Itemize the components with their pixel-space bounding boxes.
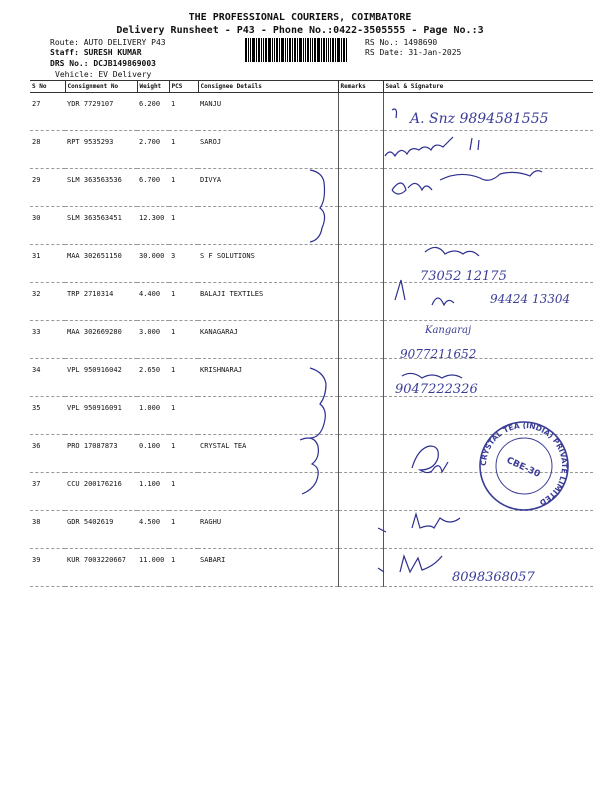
row-weight: 30.000 <box>137 245 169 283</box>
signature-row34 <box>402 373 462 378</box>
col-signature: Seal & Signature <box>383 81 593 93</box>
row-sno: 32 <box>30 283 65 321</box>
col-pcs: PCS <box>169 81 198 93</box>
handwriting-row31: 73052 12175 <box>420 269 507 284</box>
row-weight: 11.000 <box>137 549 169 587</box>
handwriting-row32: 94424 13304 <box>490 292 571 306</box>
row-consignee: RAGHU <box>198 511 338 549</box>
col-weight: Weight <box>137 81 169 93</box>
row-sno: 35 <box>30 397 65 435</box>
row-sno: 27 <box>30 93 65 131</box>
row-sno: 36 <box>30 435 65 473</box>
row-pcs: 1 <box>169 473 198 511</box>
row-sno: 34 <box>30 359 65 397</box>
row-weight: 1.100 <box>137 473 169 511</box>
drs-label: DRS No.: DCJB149869003 <box>50 59 156 68</box>
row-pcs: 3 <box>169 245 198 283</box>
company-stamp <box>479 421 569 510</box>
row-pcs: 1 <box>169 93 198 131</box>
row-consignment: TRP 2710314 <box>65 283 137 321</box>
row-weight: 3.000 <box>137 321 169 359</box>
row-consignment: PRO 17087873 <box>65 435 137 473</box>
handwriting-row33: 9077211652 <box>400 347 477 361</box>
brace-row29-30 <box>310 170 325 242</box>
row-pcs: 1 <box>169 207 198 245</box>
signature-row36 <box>412 446 448 473</box>
row-pcs: 1 <box>169 435 198 473</box>
row-consignment: KUR 7003220667 <box>65 549 137 587</box>
row-consignment: YDR 7729107 <box>65 93 137 131</box>
signature-row39 <box>378 556 442 572</box>
signature-row28 <box>385 137 479 156</box>
stamp-inner-text: CBE-30 <box>504 455 542 480</box>
row-consignee: KANAGARAJ <box>198 321 338 359</box>
stamp-outer-text: CRYSTAL TEA (INDIA) PRIVATE LIMITED <box>478 420 570 508</box>
row-consignment: RPT 9535293 <box>65 131 137 169</box>
vehicle-label: Vehicle: EV Delivery <box>55 70 152 79</box>
signature-row38 <box>378 514 460 532</box>
row-consignment: CCU 200176216 <box>65 473 137 511</box>
row-weight: 12.300 <box>137 207 169 245</box>
row-sno: 29 <box>30 169 65 207</box>
handwriting-row33-name: Kangaraj <box>425 325 472 336</box>
row-weight: 1.000 <box>137 397 169 435</box>
handwriting-row27: A. Snz 9894581555 <box>410 111 549 127</box>
col-remarks: Remarks <box>338 81 383 93</box>
company-title: THE PROFESSIONAL COURIERS, COIMBATORE <box>188 12 412 23</box>
brace-row36-37 <box>300 438 318 494</box>
row-consignee: KRISHNARAJ <box>198 359 338 397</box>
row-weight: 4.400 <box>137 283 169 321</box>
col-sno: S No <box>30 81 65 93</box>
row-pcs: 1 <box>169 169 198 207</box>
handwriting-row34: 9047222326 <box>395 382 478 397</box>
row-consignee: SABARI <box>198 549 338 587</box>
row-weight: 6.700 <box>137 169 169 207</box>
row-pcs: 1 <box>169 283 198 321</box>
row-sno: 31 <box>30 245 65 283</box>
row-consignment: SLM 363563451 <box>65 207 137 245</box>
row-sno: 39 <box>30 549 65 587</box>
row-consignment: MAA 302669280 <box>65 321 137 359</box>
col-consignment: Consignment No <box>65 81 137 93</box>
row-consignee: MANJU <box>198 93 338 131</box>
row-pcs: 1 <box>169 549 198 587</box>
row-weight: 2.700 <box>137 131 169 169</box>
row-consignment: VPL 950916042 <box>65 359 137 397</box>
route-label: Route: AUTO DELIVERY P43 <box>50 38 166 47</box>
runsheet-subtitle: Delivery Runsheet - P43 - Phone No.:0422-3505555 - Page No.:3 <box>116 25 484 36</box>
handwriting-row39: 8098368057 <box>452 570 535 585</box>
row-sno: 30 <box>30 207 65 245</box>
row-pcs: 1 <box>169 131 198 169</box>
signature-row27 <box>392 109 397 118</box>
signature-row29 <box>392 171 542 194</box>
row-consignment: SLM 363563536 <box>65 169 137 207</box>
signature-row31 <box>425 247 479 256</box>
row-sno: 33 <box>30 321 65 359</box>
rs-date: RS Date: 31-Jan-2025 <box>365 48 462 57</box>
rs-number: RS No.: 1498690 <box>365 38 438 47</box>
row-weight: 2.650 <box>137 359 169 397</box>
col-consignee: Consignee Details <box>198 81 338 93</box>
row-sno: 37 <box>30 473 65 511</box>
row-consignee: DIVYA <box>198 169 338 207</box>
row-consignee: CRYSTAL TEA <box>198 435 338 473</box>
row-pcs: 1 <box>169 321 198 359</box>
row-consignee: SAROJ <box>198 131 338 169</box>
row-consignment: MAA 302651150 <box>65 245 137 283</box>
row-pcs: 1 <box>169 511 198 549</box>
staff-label: Staff: SURESH KUMAR <box>50 48 142 57</box>
row-sno: 38 <box>30 511 65 549</box>
row-consignment: GDR 5402619 <box>65 511 137 549</box>
row-consignment: VPL 950916091 <box>65 397 137 435</box>
brace-row34-35 <box>310 368 326 438</box>
row-consignee: BALAJI TEXTILES <box>198 283 338 321</box>
row-weight: 4.500 <box>137 511 169 549</box>
row-pcs: 1 <box>169 359 198 397</box>
row-consignee: S F SOLUTIONS <box>198 245 338 283</box>
row-sno: 28 <box>30 131 65 169</box>
row-weight: 0.100 <box>137 435 169 473</box>
row-pcs: 1 <box>169 397 198 435</box>
row-weight: 6.200 <box>137 93 169 131</box>
